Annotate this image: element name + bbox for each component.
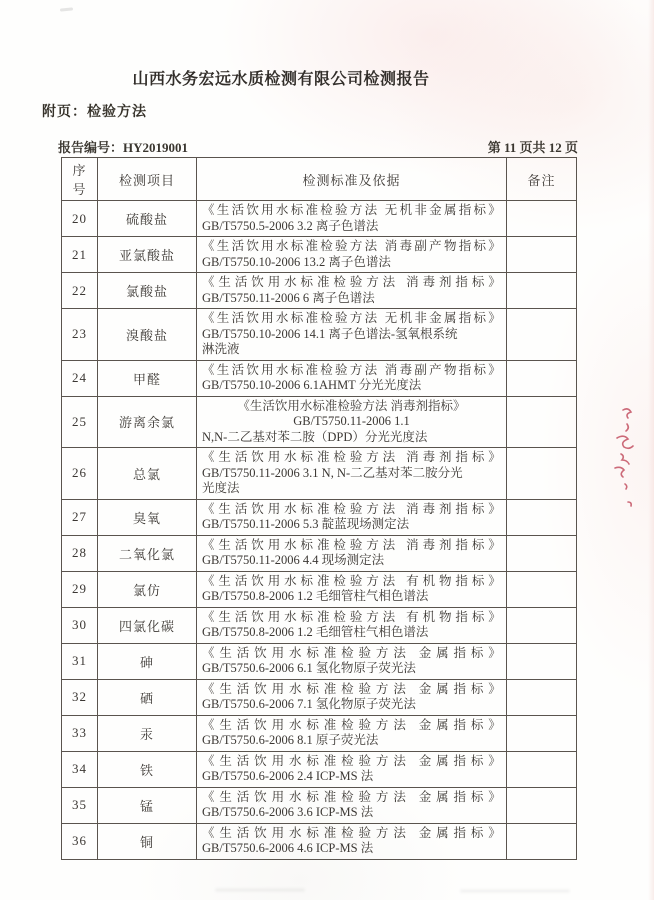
standard-line: 《生活饮用水标准检验方法 金属指标》 xyxy=(202,681,501,696)
table-row xyxy=(62,607,577,643)
remark-cell xyxy=(507,360,577,396)
item-cell: 铁 xyxy=(98,751,197,787)
table-row xyxy=(62,448,577,500)
methods-table xyxy=(61,157,577,860)
standard-cell xyxy=(197,571,507,607)
standard-line: GB/T5750.6-2006 6.1 氢化物原子荧光法 xyxy=(202,661,416,675)
table-row xyxy=(62,237,577,273)
remark-cell xyxy=(507,309,577,361)
standard-line: GB/T5750.11-2006 6 离子色谱法 xyxy=(202,290,375,305)
item-cell: 游离余氯 xyxy=(98,396,197,448)
row-number-cell: 30 xyxy=(62,607,98,643)
standard-line: 《生活饮用水标准检验方法 金属指标》 xyxy=(202,717,501,732)
item-cell: 甲醛 xyxy=(98,360,197,396)
header-cell-remark: 备注 xyxy=(507,158,577,201)
row-number-cell: 27 xyxy=(62,499,98,535)
remark-cell xyxy=(507,448,577,500)
table-row xyxy=(62,643,577,679)
header-cell-no: 序号 xyxy=(62,158,98,201)
standard-line: 《生活饮用水标准检验方法 金属指标》 xyxy=(202,825,501,840)
table-row xyxy=(62,715,577,751)
item-cell: 亚氯酸盐 xyxy=(98,237,197,273)
standard-line: GB/T5750.6-2006 3.6 ICP-MS 法 xyxy=(202,805,374,819)
remark-cell xyxy=(507,823,577,859)
standard-line: 《生活饮用水标准检验方法 消毒剂指标》 xyxy=(202,450,501,464)
remark-cell xyxy=(507,715,577,751)
standard-cell xyxy=(197,201,507,237)
standard-cell xyxy=(197,237,507,273)
attachment-label: 附页：检验方法 xyxy=(42,105,147,120)
item-cell: 锰 xyxy=(98,787,197,823)
standard-line: GB/T5750.10-2006 6.1AHMT 分光光度法 xyxy=(202,378,422,392)
item-cell: 总氯 xyxy=(98,448,197,500)
row-number-cell: 20 xyxy=(62,201,98,237)
scan-smudge xyxy=(460,889,570,893)
standard-cell xyxy=(197,607,507,643)
row-number-cell: 28 xyxy=(62,535,98,571)
standard-line: GB/T5750.6-2006 8.1 原子荧光法 xyxy=(202,733,379,747)
remark-cell xyxy=(507,643,577,679)
item-cell: 硫酸盐 xyxy=(98,201,197,237)
standard-line: GB/T5750.11-2006 4.4 现场测定法 xyxy=(202,553,385,567)
table-row xyxy=(62,751,577,787)
standard-line: GB/T5750.5-2006 3.2 离子色谱法 xyxy=(202,218,379,233)
table-row xyxy=(62,273,577,309)
standard-cell xyxy=(197,499,507,535)
standard-cell xyxy=(197,535,507,571)
standard-line: 《生活饮用水标准检验方法 消毒剂指标》 xyxy=(202,275,501,289)
remark-cell xyxy=(507,396,577,448)
row-number-cell: 21 xyxy=(62,237,98,273)
standard-line: GB/T5750.6-2006 7.1 氢化物原子荧光法 xyxy=(202,697,416,711)
standard-line: 《生活饮用水标准检验方法 消毒剂指标》 xyxy=(237,398,466,413)
item-cell: 汞 xyxy=(98,715,197,751)
standard-line: 《生活饮用水标准检验方法 无机非金属指标》 xyxy=(202,203,501,217)
standard-cell xyxy=(197,396,507,448)
standard-line: 《生活饮用水标准检验方法 消毒副产物指标》 xyxy=(202,362,501,377)
report-meta-row xyxy=(58,137,578,156)
remark-cell xyxy=(507,679,577,715)
table-row xyxy=(62,360,577,396)
row-number-cell: 22 xyxy=(62,273,98,309)
standard-line: 《生活饮用水标准检验方法 金属指标》 xyxy=(202,789,501,804)
standard-line: GB/T5750.10-2006 13.2 离子色谱法 xyxy=(202,254,391,269)
table-header-row xyxy=(62,158,577,201)
standard-line: GB/T5750.11-2006 5.3 靛蓝现场测定法 xyxy=(202,517,410,531)
standard-line: GB/T5750.11-2006 3.1 N, N-二乙基对苯二胺分光 xyxy=(202,465,463,480)
remark-cell xyxy=(507,499,577,535)
scan-smudge xyxy=(215,888,305,892)
row-number-cell: 24 xyxy=(62,360,98,396)
standard-cell xyxy=(197,360,507,396)
standard-line: GB/T5750.10-2006 14.1 离子色谱法-氢氧根系统 xyxy=(202,326,458,341)
page-indicator: 第 11 页共 12 页 xyxy=(487,140,578,155)
report-number xyxy=(58,137,188,156)
item-cell: 二氧化氯 xyxy=(98,535,197,571)
remark-cell xyxy=(507,273,577,309)
table-row xyxy=(62,787,577,823)
table-row xyxy=(62,396,577,448)
report-number-label: 报告编号： xyxy=(58,140,124,155)
remark-cell xyxy=(507,607,577,643)
item-cell: 砷 xyxy=(98,643,197,679)
standard-line: 《生活饮用水标准检验方法 消毒副产物指标》 xyxy=(202,239,501,253)
report-number-value: HY2019001 xyxy=(123,140,189,155)
remark-cell xyxy=(507,787,577,823)
table-row xyxy=(62,823,577,859)
row-number-cell: 35 xyxy=(62,787,98,823)
table-body xyxy=(62,201,577,860)
row-number-cell: 29 xyxy=(62,571,98,607)
row-number-cell: 23 xyxy=(62,309,98,361)
item-cell: 氯仿 xyxy=(98,571,197,607)
table-row xyxy=(62,499,577,535)
standard-line: 《生活饮用水标准检验方法 消毒剂指标》 xyxy=(202,537,501,552)
standard-line: 《生活饮用水标准检验方法 消毒剂指标》 xyxy=(202,501,501,516)
row-number-cell: 36 xyxy=(62,823,98,859)
table-row xyxy=(62,571,577,607)
standard-cell xyxy=(197,787,507,823)
item-cell: 硒 xyxy=(98,679,197,715)
standard-cell xyxy=(197,823,507,859)
standard-cell xyxy=(197,273,507,309)
standard-line: 《生活饮用水标准检验方法 无机非金属指标》 xyxy=(202,311,501,325)
standard-cell xyxy=(197,448,507,500)
row-number-cell: 33 xyxy=(62,715,98,751)
standard-cell xyxy=(197,679,507,715)
standard-line: 《生活饮用水标准检验方法 有机物指标》 xyxy=(202,609,501,624)
table-row xyxy=(62,309,577,361)
header-cell-item: 检测项目 xyxy=(98,158,197,201)
remark-cell xyxy=(507,751,577,787)
row-number-cell: 32 xyxy=(62,679,98,715)
standard-line: GB/T5750.11-2006 1.1 xyxy=(293,414,410,428)
standard-line: GB/T5750.8-2006 1.2 毛细管柱气相色谱法 xyxy=(202,625,429,639)
standard-line: GB/T5750.6-2006 4.6 ICP-MS 法 xyxy=(202,841,374,855)
red-handwriting-mark xyxy=(603,402,649,514)
standard-line: 《生活饮用水标准检验方法 有机物指标》 xyxy=(202,573,501,588)
standard-line: GB/T5750.6-2006 2.4 ICP-MS 法 xyxy=(202,769,374,783)
item-cell: 氯酸盐 xyxy=(98,273,197,309)
red-handwriting-strokes xyxy=(615,409,633,506)
header-cell-standard: 检测标准及依据 xyxy=(197,158,507,201)
table-row xyxy=(62,679,577,715)
page-title: 山西水务宏远水质检测有限公司检测报告 xyxy=(132,71,430,88)
standard-cell xyxy=(197,643,507,679)
standard-cell xyxy=(197,715,507,751)
item-cell: 四氯化碳 xyxy=(98,607,197,643)
standard-line: GB/T5750.8-2006 1.2 毛细管柱气相色谱法 xyxy=(202,589,429,603)
remark-cell xyxy=(507,571,577,607)
table-row xyxy=(62,535,577,571)
row-number-cell: 34 xyxy=(62,751,98,787)
standard-line: 光度法 xyxy=(202,481,240,495)
remark-cell xyxy=(507,237,577,273)
standard-cell xyxy=(197,751,507,787)
standard-line: N,N-二乙基对苯二胺（DPD）分光光度法 xyxy=(202,429,428,444)
item-cell: 溴酸盐 xyxy=(98,309,197,361)
remark-cell xyxy=(507,201,577,237)
item-cell: 铜 xyxy=(98,823,197,859)
standard-line: 《生活饮用水标准检验方法 金属指标》 xyxy=(202,753,501,768)
row-number-cell: 31 xyxy=(62,643,98,679)
standard-line: 《生活饮用水标准检验方法 金属指标》 xyxy=(202,645,501,660)
remark-cell xyxy=(507,535,577,571)
standard-line: 淋洗液 xyxy=(202,342,240,356)
table-row xyxy=(62,201,577,237)
row-number-cell: 26 xyxy=(62,448,98,500)
standard-cell xyxy=(197,309,507,361)
row-number-cell: 25 xyxy=(62,396,98,448)
item-cell: 臭氧 xyxy=(98,499,197,535)
scan-speck xyxy=(60,7,73,11)
